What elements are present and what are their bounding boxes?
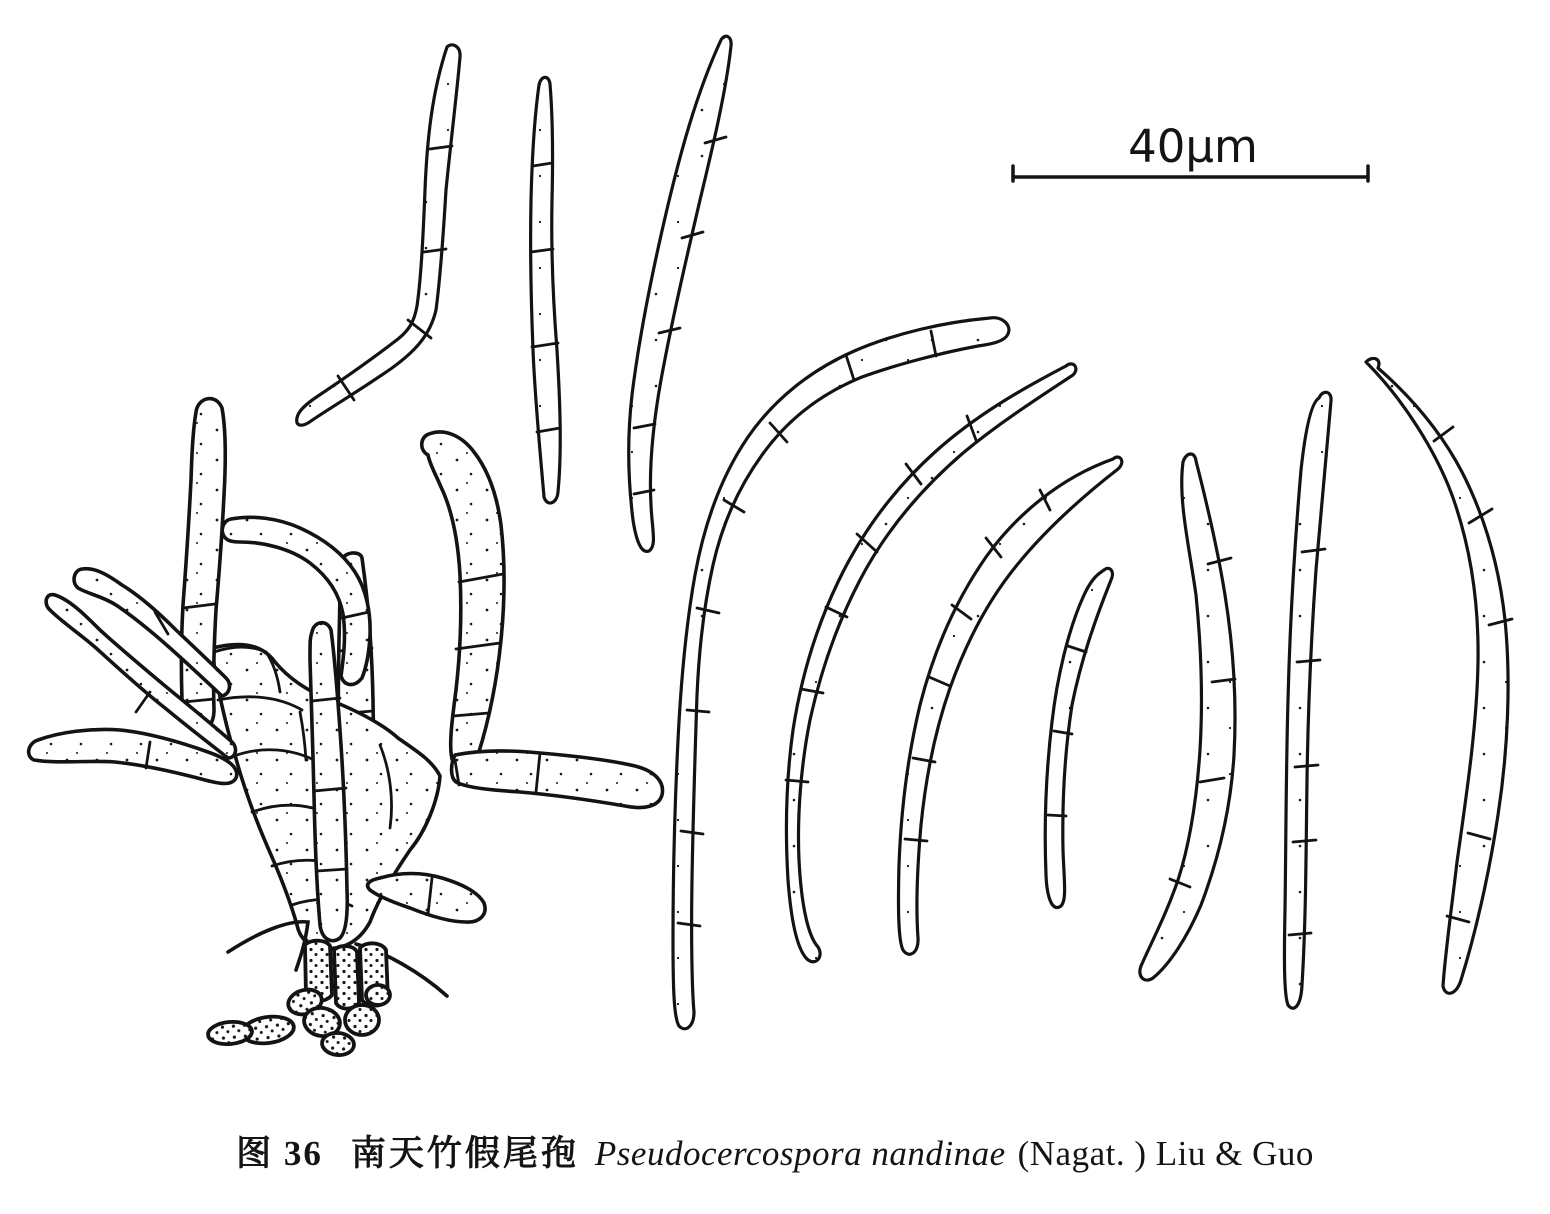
figure-caption (0, 1126, 1550, 1176)
chinese-species-name: 南天竹假尾孢 (350, 1134, 579, 1173)
septum (905, 839, 927, 841)
septum (687, 710, 709, 712)
septum (786, 780, 808, 782)
species-authority: (Nagat. ) Liu & Guo (1017, 1134, 1314, 1173)
stroma-cell (366, 985, 390, 1005)
septum (1048, 815, 1066, 816)
stroma-cell (345, 1005, 379, 1035)
septum (1289, 933, 1311, 935)
stroma-cell (334, 946, 359, 1009)
septum (1297, 660, 1320, 662)
septum (1295, 765, 1318, 767)
stroma-cell (321, 1032, 355, 1057)
septum (317, 869, 347, 871)
latin-species-name: Pseudocercospora nandinae (594, 1134, 1006, 1173)
septum (1293, 840, 1316, 842)
figure-number: 图 36 (236, 1134, 323, 1173)
scale-bar-label: 40μm (1128, 120, 1258, 173)
